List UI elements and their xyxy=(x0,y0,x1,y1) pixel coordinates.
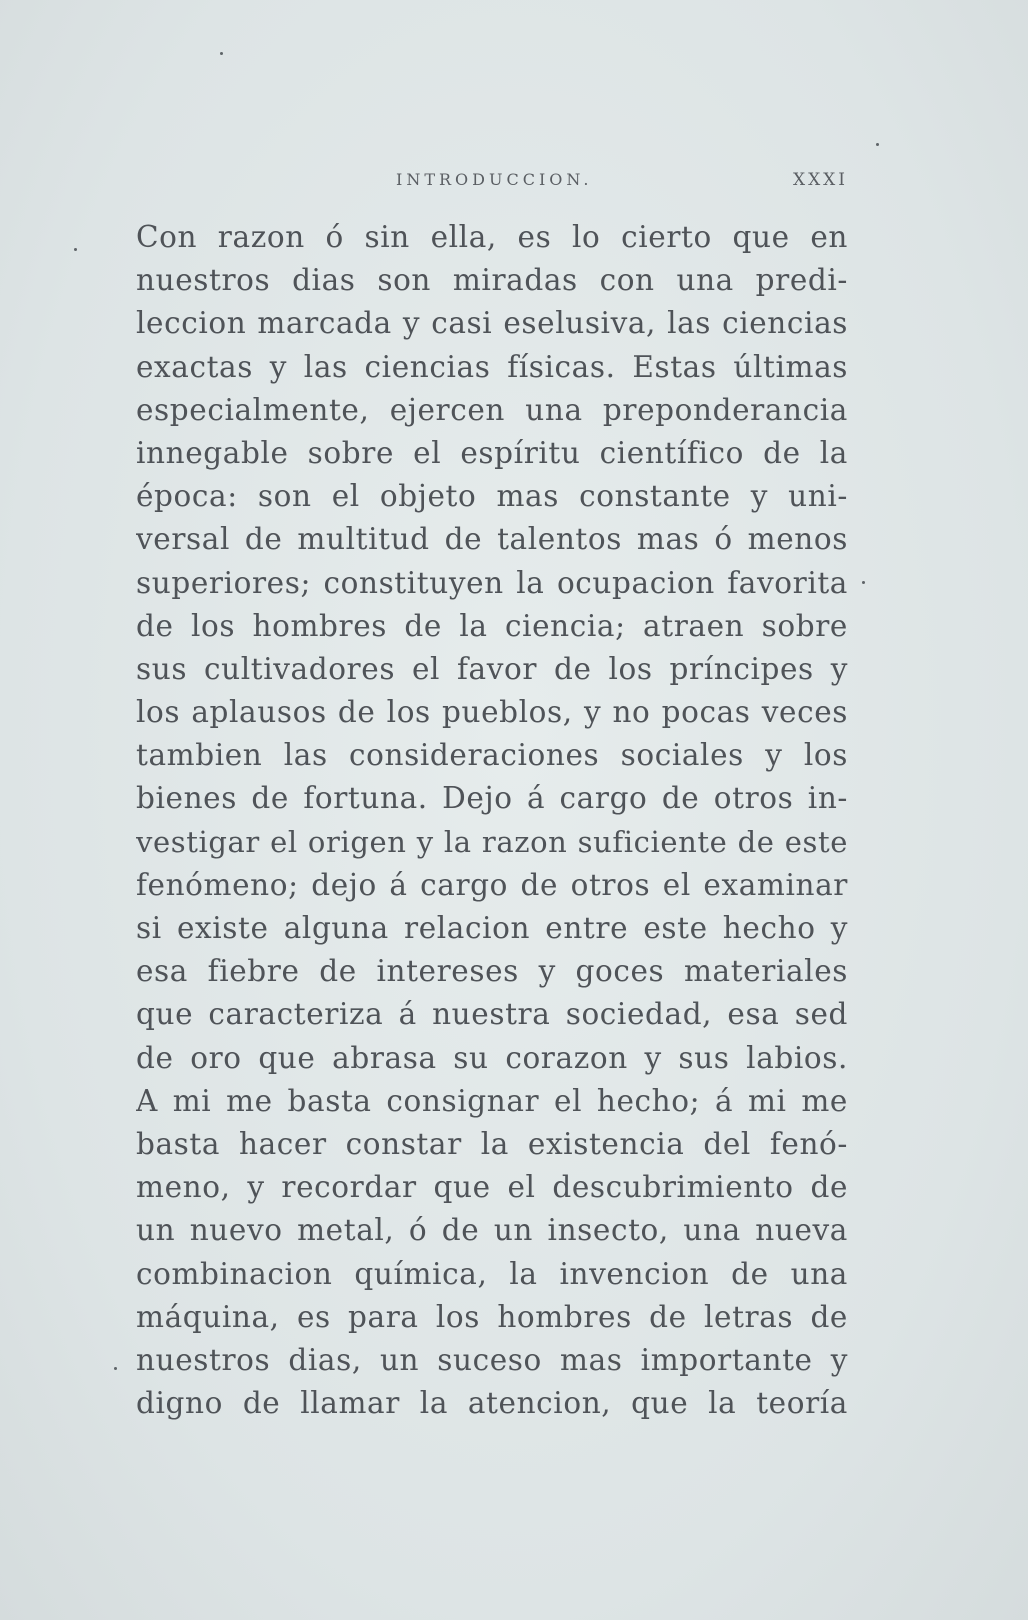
running-head xyxy=(136,170,848,200)
text-line: los aplausos de los pueblos, y no pocas veces xyxy=(136,695,848,730)
ink-speck xyxy=(220,52,223,55)
text-line: meno, y recordar que el descubrimiento de xyxy=(136,1170,848,1205)
text-line: innegable sobre el espíritu científico de la xyxy=(136,435,848,470)
text-line: tambien las consideraciones sociales y los xyxy=(136,738,848,773)
text-line: bienes de fortuna. Dejo á cargo de otros in- xyxy=(136,781,848,816)
text-line: de los hombres de la ciencia; atraen sobre xyxy=(136,608,848,643)
text-line: si existe alguna relacion entre este hecho y xyxy=(136,911,848,945)
ink-speck xyxy=(114,1367,117,1370)
text-line: superiores; constituyen la ocupacion favorita xyxy=(136,565,848,600)
ink-speck xyxy=(876,143,879,146)
text-line: Con razon ó sin ella, es lo cierto que en xyxy=(136,220,848,254)
ink-speck xyxy=(862,581,865,584)
text-line: nuestros dias, un suceso mas importante y xyxy=(136,1342,848,1377)
text-line: esa fiebre de intereses y goces materiales xyxy=(136,954,848,989)
text-line: máquina, es para los hombres de letras de xyxy=(136,1299,848,1334)
text-line: fenómeno; dejo á cargo de otros el examinar xyxy=(136,867,848,902)
ink-speck xyxy=(74,248,77,251)
text-line: sus cultivadores el favor de los príncipes y xyxy=(136,651,848,686)
text-line: leccion marcada y casi eselusiva, las ciencias xyxy=(136,306,848,341)
text-line: digno de llamar la atencion, que la teoría xyxy=(136,1386,848,1421)
running-title: INTRODUCCION. xyxy=(396,170,593,189)
text-line: exactas y las ciencias físicas. Estas últimas xyxy=(136,349,848,384)
text-line: versal de multitud de talentos mas ó menos xyxy=(136,522,848,557)
text-line: especialmente, ejercen una preponderancia xyxy=(136,392,848,427)
text-line: un nuevo metal, ó de un insecto, una nueva xyxy=(136,1213,848,1248)
text-line: época: son el objeto mas constante y uni- xyxy=(136,479,848,514)
text-line: vestigar el origen y la razon suficiente de este xyxy=(136,824,848,859)
text-line: que caracteriza á nuestra sociedad, esa sed xyxy=(136,997,848,1032)
text-line: de oro que abrasa su corazon y sus labios. xyxy=(136,1040,848,1075)
text-line: basta hacer constar la existencia del fenó- xyxy=(136,1126,848,1161)
body-text xyxy=(136,216,848,1425)
text-line: combinacion química, la invencion de una xyxy=(136,1256,848,1291)
text-line: nuestros dias son miradas con una predi- xyxy=(136,263,848,298)
text-line: A mi me basta consignar el hecho; á mi me xyxy=(136,1083,848,1118)
page-number: XXXI xyxy=(792,170,848,190)
